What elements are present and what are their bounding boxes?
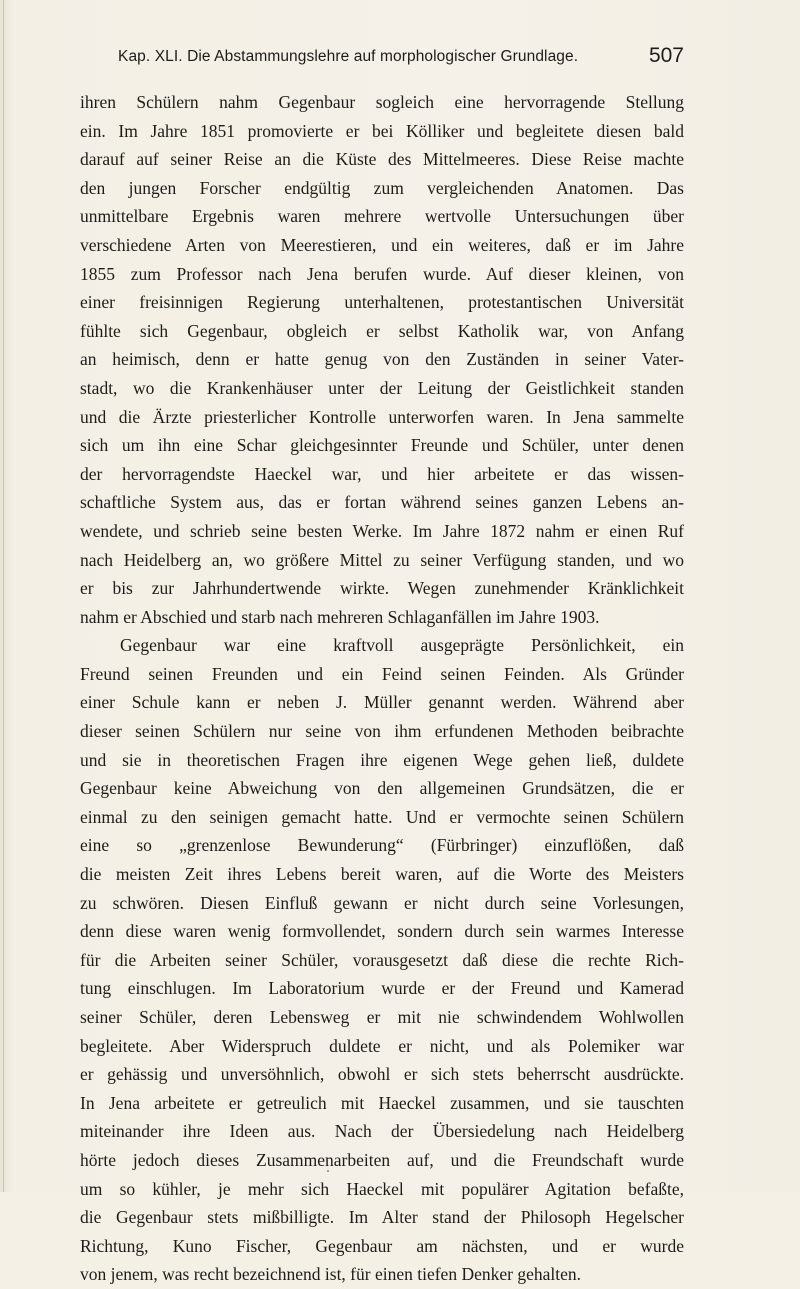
paragraph-start-line: Gegenbaur war eine kraftvoll ausgeprägte Persönlichkeit, ein [120, 635, 684, 656]
text-line: fühlte sich Gegenbaur, obgleich er selbst Katholik war, von Anfang [80, 320, 684, 341]
running-head: Kap. XLI. Die Abstammungslehre auf morphologischer Grundlage. [118, 48, 579, 65]
page-number: 507 [648, 44, 684, 67]
print-speck [327, 1170, 329, 1172]
text-line: für die Arbeiten seiner Schüler, vorausgesetzt daß diese die rechte Rich- [80, 949, 684, 970]
text-line: hörte jedoch dieses Zusammenarbeiten auf, und die Freundschaft wurde [80, 1149, 684, 1170]
text-line: eine so „grenzenlose Bewunderung“ (Fürbringer) einzuflößen, daß [80, 835, 684, 856]
text-line: wendete, und schrieb seine besten Werke. Im Jahre 1872 nahm er einen Ruf [80, 520, 684, 541]
text-line: verschiedene Arten von Meerestieren, und ein weiteres, daß er im Jahre [80, 234, 684, 255]
text-line: Gegenbaur keine Abweichung von den allgemeinen Grundsätzen, die er [80, 778, 684, 799]
text-line: Freund seinen Freunden und ein Feind seinen Feinden. Als Gründer [80, 663, 684, 684]
text-line: er bis zur Jahrhundertwende wirkte. Wegen zunehmender Kränklichkeit [80, 578, 684, 599]
text-line: darauf auf seiner Reise an die Küste des Mittelmeeres. Diese Reise machte [80, 149, 684, 170]
text-line: stadt, wo die Krankenhäuser unter der Leitung der Geistlichkeit standen [80, 377, 684, 398]
text-line: 1855 zum Professor nach Jena berufen wurde. Auf dieser kleinen, von [80, 263, 684, 284]
text-line: ein. Im Jahre 1851 promovierte er bei Kölliker und begleitete diesen bald [80, 120, 684, 141]
text-line: der hervorragendste Haeckel war, und hier arbeitete er das wissen- [80, 463, 684, 484]
text-line: unmittelbare Ergebnis waren mehrere wertvolle Untersuchungen über [80, 206, 684, 227]
text-line: tung einschlugen. Im Laboratorium wurde er der Freund und Kamerad [80, 978, 684, 999]
text-line: und die Ärzte priesterlicher Kontrolle unterworfen waren. In Jena sammelte [80, 406, 684, 427]
text-line: denn diese waren wenig formvollendet, sondern durch sein warmes Interesse [80, 921, 684, 942]
text-line: Richtung, Kuno Fischer, Gegenbaur am nächsten, und er wurde [80, 1235, 684, 1256]
text-line: dieser seinen Schülern nur seine von ihm erfundenen Methoden beibrachte [80, 721, 684, 742]
text-line: nahm er Abschied und starb nach mehreren Schlaganfällen im Jahre 1903. [80, 606, 600, 627]
text-line: ihren Schülern nahm Gegenbaur sogleich eine hervorragende Stellung [80, 92, 684, 112]
text-line: und sie in theoretischen Fragen ihre eigenen Wege gehen ließ, duldete [80, 749, 684, 770]
text-line: er gehässig und unversöhnlich, obwohl er sich stets beherrscht ausdrückte. [80, 1064, 684, 1085]
text-line: zu schwören. Diesen Einfluß gewann er nicht durch seine Vorlesungen, [80, 892, 684, 913]
text-line: sich um ihn eine Schar gleichgesinnter Freunde und Schüler, unter denen [80, 435, 684, 456]
body-text [80, 88, 684, 1289]
text-line: um so kühler, je mehr sich Haeckel mit populärer Agitation befaßte, [80, 1178, 684, 1199]
text-line: von jenem, was recht bezeichnend ist, für einen tiefen Denker gehalten. [80, 1264, 581, 1285]
text-line: seiner Schüler, deren Lebensweg er mit nie schwindendem Wohlwollen [80, 1007, 684, 1027]
text-line: den jungen Forscher endgültig zum vergleichenden Anatomen. Das [80, 177, 684, 198]
text-line: miteinander ihre Ideen aus. Nach der Übersiedelung nach Heidelberg [80, 1121, 684, 1142]
text-line: begleitete. Aber Widerspruch duldete er nicht, und als Polemiker war [80, 1035, 684, 1056]
text-line: einer Schule kann er neben J. Müller genannt werden. Während aber [80, 692, 684, 713]
text-line: die Gegenbaur stets mißbilligte. Im Alter stand der Philosoph Hegelscher [80, 1207, 684, 1228]
page-edge-shadow [3, 0, 4, 1192]
page-header [118, 44, 684, 74]
text-line: einer freisinnigen Regierung unterhaltenen, protestantischen Universität [80, 292, 684, 313]
text-line: schaftliche System aus, das er fortan während seines ganzen Lebens an- [80, 492, 684, 513]
text-line: nach Heidelberg an, wo größere Mittel zu seiner Verfügung standen, und wo [80, 549, 684, 570]
text-line: In Jena arbeitete er getreulich mit Haeckel zusammen, und sie tauschten [80, 1092, 684, 1113]
text-line: einmal zu den seinigen gemacht hatte. Und er vermochte seinen Schülern [80, 806, 684, 827]
text-line: an heimisch, denn er hatte genug von den Zuständen in seiner Vater- [80, 349, 684, 370]
text-line: die meisten Zeit ihres Lebens bereit waren, auf die Worte des Meisters [80, 864, 684, 885]
